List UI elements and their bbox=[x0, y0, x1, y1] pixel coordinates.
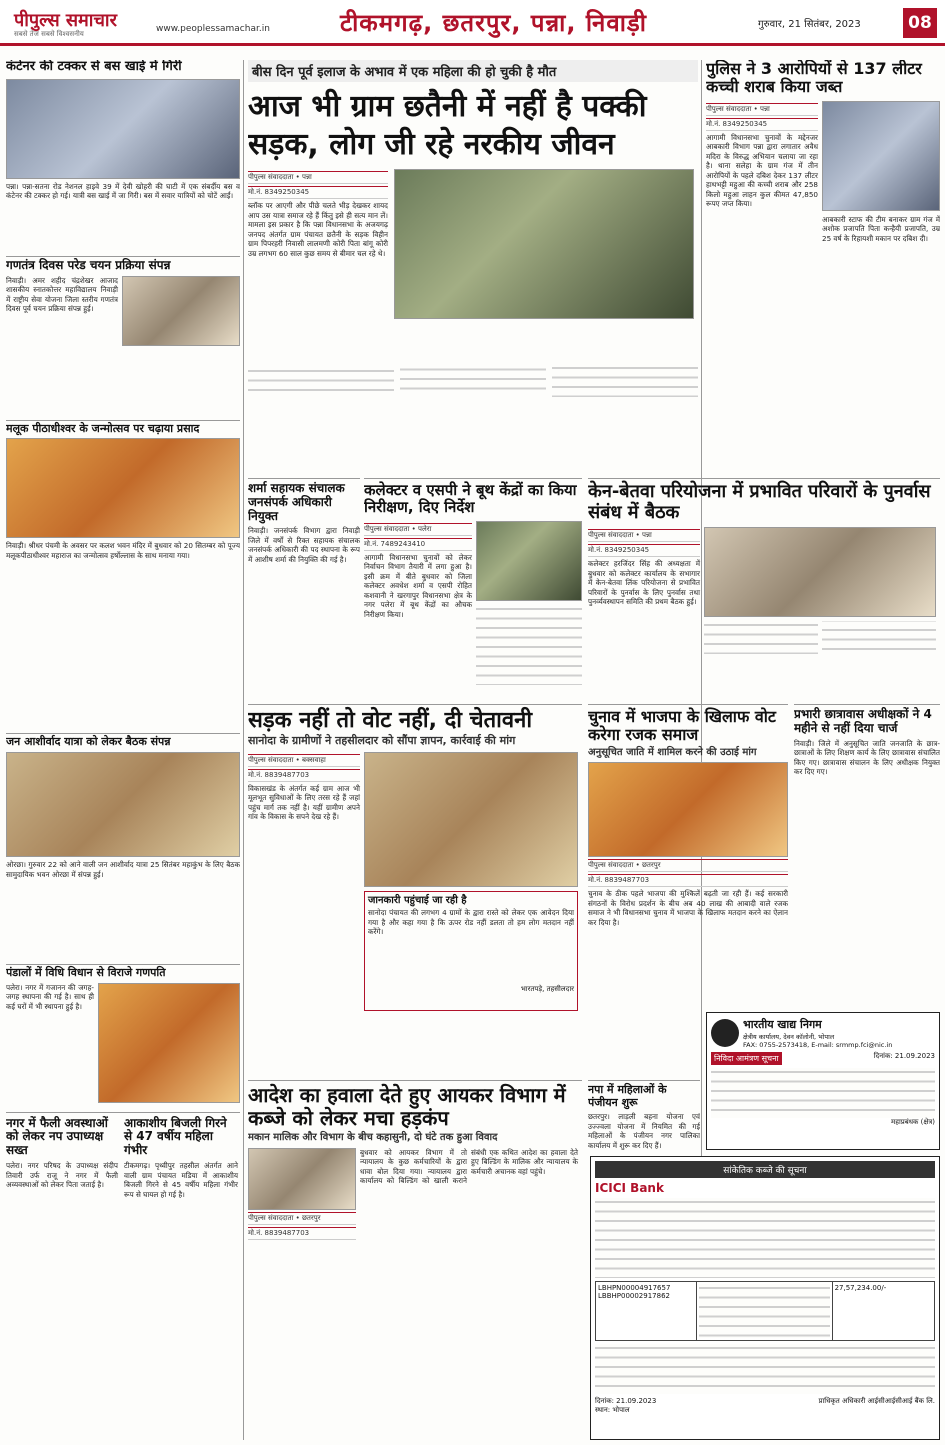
fci-logo-icon bbox=[711, 1019, 739, 1047]
photo-caption: आबकारी स्टाफ की टीम बनाकर ग्राम गंज में अशोक प्रजापति पिता कन्हैयी प्रजापति, उम्र 25 वर्ष के रिहायशी मकान पर दबिश दी। bbox=[822, 214, 940, 243]
byline: पीपुल्स संवाददाता • छतरपुर bbox=[588, 859, 788, 872]
hostel-story bbox=[794, 704, 940, 1004]
page-number: 08 bbox=[903, 8, 937, 38]
website-url[interactable]: www.peoplessamachar.in bbox=[156, 24, 270, 34]
ken-betwa-story bbox=[588, 478, 940, 698]
meeting-photo bbox=[6, 752, 240, 857]
story-body: आगामी विधानसभा चुनावों को लेकर निर्वाचन विभाग तैयारी में लगा हुआ है। इसी क्रम में बीते बुधवार को जिला कलेक्टर अवधेश शर्मा व एसपी रोहित कशवानी ने खरगापुर विधानसभा क्षेत्र के नगर पलेरा में बूथ केंद्रों का औचक निरीक्षण किया। bbox=[364, 552, 472, 619]
phone: मो.नं. 7489243410 bbox=[364, 538, 472, 551]
meeting-hall-photo bbox=[704, 527, 936, 617]
story-headline[interactable]: प्रभारी छात्रावास अधीक्षकों ने 4 महीने से नहीं दिया चार्ज bbox=[794, 707, 932, 735]
income-tax-story bbox=[248, 1080, 582, 1440]
masthead bbox=[0, 0, 945, 46]
bank-name: ICICI Bank bbox=[595, 1181, 664, 1195]
phone: मो.नं. 8349250345 bbox=[588, 544, 700, 557]
seized-liquor-photo bbox=[822, 101, 940, 211]
story-headline[interactable]: पंडालों में विधि विधान से विराजे गणपति bbox=[6, 964, 240, 980]
notice-signature: प्राधिकृत अधिकारी आईसीआईसीआई बैंक लि. bbox=[818, 1397, 935, 1405]
tender-label: निविदा आमंत्रण सूचना bbox=[711, 1052, 782, 1065]
notice-date: दिनांक: 21.09.2023 bbox=[595, 1397, 657, 1405]
story-body: चुनाव के ठीक पहले भाजपा की मुश्किलें बढ़ती जा रही हैं। कई सरकारी संगठनों के विरोध प्रदर्शन के बीच अब 40 लाख की आबादी वाले रजक समाज ने भी विधानसभा चुनाव में भाजपा के खिलाफ मतदान करने का ऐलान कर दिया है। bbox=[588, 889, 788, 927]
story-body: ओरछा। गुरुवार 22 को आने वाली जन आशीर्वाद यात्रा 25 सितंबर महाकुंभ के लिए बैठक सामुदायिक भवन ओरछा में संपन्न हुई। bbox=[6, 860, 240, 879]
building-photo bbox=[248, 1148, 356, 1210]
ganpati-photo bbox=[98, 983, 240, 1103]
story-headline[interactable]: शर्मा सहायक संचालक जनसंपर्क अधिकारी नियुक्त bbox=[248, 481, 345, 523]
story-headline[interactable]: जन आशीर्वाद यात्रा को लेकर बैठक संपन्न bbox=[6, 733, 240, 749]
story-subhead: मकान मालिक और विभाग के बीच कहासुनी, दो घंटे तक हुआ विवाद bbox=[248, 1132, 498, 1143]
story-body: निवाड़ी। जनसंपर्क विभाग द्वारा निवाड़ी जिले में वर्षों से रिक्त सहायक संचालक जनसंपर्क अधिकारी की पद स्थापना के रूप में आशीष शर्मा की नियुक्ति की गई है। bbox=[248, 526, 360, 564]
phone: मो.नं. 8839487703 bbox=[248, 769, 360, 782]
collector-story bbox=[364, 478, 582, 698]
bus-accident-photo bbox=[6, 79, 240, 179]
story-headline[interactable]: पुलिस ने 3 आरोपियों से 137 लीटर कच्ची शराब किया जब्त bbox=[706, 60, 922, 97]
story-body: निवाड़ी। अमर शहीद चंद्रशेखर आजाद शासकीय स्नातकोत्तर महाविद्यालय निवाड़ी में राष्ट्रीय सेवा योजना जिला स्तरीय गणतंत्र दिवस पूर्व चयन प्रक्रिया संपन्न हुई। bbox=[6, 275, 118, 314]
lead-headline[interactable]: आज भी ग्राम छतैनी में नहीं है पक्की सड़क, लोग जी रहे नरकीय जीवन bbox=[248, 89, 647, 162]
story-headline[interactable]: कंटेनर की टक्कर से बस खाई में गिरी bbox=[6, 60, 182, 74]
road-vote-story bbox=[248, 704, 582, 1074]
account-number: LBHPN00004917657 bbox=[598, 1284, 671, 1292]
byline: पीपुल्स संवाददाता • बक्सवाहा bbox=[248, 754, 360, 767]
story-body: पलेरा। नगर में गजानन की जगह-जगह स्थापना की गई है। साथ ही कई घरों में भी स्थापना हुई है। bbox=[6, 982, 94, 1011]
logo-text: पीपुल्स समाचार bbox=[14, 10, 117, 31]
story-body: पन्ना। पन्ना-सतना रोड नेशनल हाइवे 39 में देवी खोहरी की घाटी में एक संबर्दीय बस व कंटेनर की टक्कर हो गई। यात्री बस खाई में जा गिरी। बस में सवार यात्रियों को चोटें आईं। bbox=[6, 181, 240, 201]
phone: मो.नं. 8349250345 bbox=[248, 186, 388, 199]
ad-contact: FAX: 0755-2573418, E-mail: srmmp.fci@nic.in bbox=[743, 1041, 893, 1049]
river-crossing-photo bbox=[394, 169, 694, 319]
lead-body: ब्लॉक पर आएगी और पीछे चलते भीड़ देखकर शायद आप उस यात्रा समाज रहे हैं किंतु इसे ही सत्य मान लें। मामला इस प्रकार है कि पन्ना विधानसभा के अजयगढ़ जनपद अंतर्गत ग्राम पंचायत छतैनी के सड़क विहीन ग्राम पिपरहरी निवासी लालमणी कोरी पिता बांगू कोरी उम्र लगभग 60 साल कुछ समय से बीमार चल रहे थे। bbox=[248, 201, 388, 258]
story-headline[interactable]: आकाशीय बिजली गिरने से 47 वर्षीय महिला गंभीर bbox=[124, 1115, 227, 1158]
tender-date: दिनांक: 21.09.2023 bbox=[873, 1052, 935, 1060]
box-headline: जानकारी पहुंचाई जा रही है bbox=[368, 894, 467, 906]
logo-tagline: सबसे तेज सबसे विश्वसनीय bbox=[14, 30, 84, 38]
lead-story bbox=[248, 60, 698, 470]
story-body: बुधवार को आयकर विभाग में तो न्यायालय के कुछ कर्मचारियों के द्वारा धावा बोल दिया गया। न्यायालय द्वारा कार्यालय को बिल्डिंग को खाली कराने संबंधी एक कथित आदेश का हवाला देते हुए बिल्डिंग के मालिक और न्यायालय के कर्मचारी अचानक वहां पहुंचे। bbox=[360, 1147, 578, 1185]
notice-table bbox=[595, 1281, 935, 1341]
outstanding-amount: 27,57,234.00/- bbox=[834, 1284, 887, 1292]
story-body: टीकमगढ़। पृथ्वीपुर तहसील अंतर्गत आने वाली ग्राम पंचायत मडिया में आकाशीय बिजली गिरने से 45 वर्षीय महिला गंभीर रूप से घायल हो गई है। bbox=[124, 1161, 238, 1199]
notice-place: स्थान: भोपाल bbox=[595, 1406, 630, 1414]
issue-date: गुरुवार, 21 सितंबर, 2023 bbox=[758, 19, 861, 30]
phone: मो.नं. 8839487703 bbox=[588, 874, 788, 887]
sharma-story bbox=[248, 478, 360, 698]
byline: पीपुल्स संवाददाता • पन्ना bbox=[248, 171, 388, 184]
prasad-photo bbox=[6, 438, 240, 538]
box-body: सानोदा पंचायत की लगभग 4 ग्रामों के द्वारा रास्ते को लेकर एक आवेदन दिया गया है और कहा गया है कि ऊपर रोड नहीं डलता तो हम लोग मतदान नहीं करेंगे। bbox=[368, 908, 574, 937]
fci-tender-ad[interactable] bbox=[706, 1012, 940, 1150]
story-body: निवाड़ी। श्रीधर पंचमी के अवसर पर कलश भवन मंदिर में बुधवार को 20 सितम्बर को पूज्य मलूकपीठाधीश्वर महाराज का जन्मोत्सव हर्षोल्लास के साथ मनाया गया। bbox=[6, 541, 240, 560]
story-headline[interactable]: आदेश का हवाला देते हुए आयकर विभाग में कब्जे को लेकर मचा हड़कंप bbox=[248, 1083, 566, 1130]
story-headline[interactable]: नगर में फैली अवस्थाओं को लेकर नप उपाध्यक्ष सख्त bbox=[6, 1115, 108, 1158]
notice-title: सांकेतिक कब्जे की सूचना bbox=[595, 1161, 935, 1178]
story-headline[interactable]: सड़क नहीं तो वोट नहीं, दी चेतावनी bbox=[248, 708, 533, 733]
story-body: पलेरा। नगर परिषद के उपाध्यक्ष संदीप तिवारी उर्फ राजू ने नगर में फैली अव्यवस्थाओं को लेकर पिता जताई है। bbox=[6, 1161, 118, 1190]
ad-name: भारतीय खाद्य निगम bbox=[743, 1018, 822, 1031]
protest-photo bbox=[588, 762, 788, 857]
story-headline[interactable]: केन-बेतवा परियोजना में प्रभावित परिवारों के पुनर्वास संबंध में बैठक bbox=[588, 481, 931, 523]
story-body: छतरपुर। लाड़ली बहना योजना एवं उज्ज्वला योजना में नियमित की गई महिलाओं के पंजीयन नगर पालिका कार्यालय में शुरू कर दिए हैं। bbox=[588, 1112, 700, 1150]
region-title: टीकमगढ़, छतरपुर, पन्ना, निवाड़ी bbox=[340, 9, 647, 37]
lead-body-continued bbox=[248, 367, 698, 457]
police-story bbox=[706, 60, 940, 480]
story-body: कलेक्टर हरजिंदर सिंह की अध्यक्षता में बुधवार को कलेक्टर कार्यालय के सभागार में केन-बेतवा लिंक परियोजना से प्रभावित परिवारों के पुनर्वास के लिए पुनर्वास तथा पुनर्व्यवस्थापन समिति की प्रथम बैठक हुई। bbox=[588, 559, 700, 607]
byline: पीपुल्स संवाददाता • पन्ना bbox=[588, 529, 700, 542]
newspaper-logo[interactable] bbox=[14, 8, 117, 39]
memorandum-photo bbox=[364, 752, 578, 887]
story-headline[interactable]: गणतंत्र दिवस परेड चयन प्रक्रिया संपन्न bbox=[6, 256, 240, 273]
story-body: निवाड़ी। जिले में अनुसूचित जाति जनजाति के छात्र-छात्राओं के लिए शिक्षण कार्य के लिए छात्रावास संचालित किए गए। छात्रावास संचालन के लिए अधीक्षक नियुक्त कर दिए गए। bbox=[794, 738, 940, 777]
byline: पीपुल्स संवाददाता • पलेरा bbox=[364, 523, 472, 536]
info-box bbox=[364, 891, 578, 1011]
phone: मो.नं. 8349250345 bbox=[706, 118, 818, 131]
story-headline[interactable]: नपा में महिलाओं के पंजीयन शुरू bbox=[588, 1083, 667, 1109]
column-divider bbox=[243, 60, 244, 1440]
byline: पीपुल्स संवाददाता • पन्ना bbox=[706, 103, 818, 116]
story-headline[interactable]: कलेक्टर व एसपी ने बूथ केंद्रों का किया निरीक्षण, दिए निर्देश bbox=[364, 481, 577, 517]
phone: मो.नं. 8839487703 bbox=[248, 1227, 356, 1240]
story-headline[interactable]: मलूक पीठाधीश्वर के जन्मोत्सव पर चढ़ाया प्रसाद bbox=[6, 420, 240, 436]
account-number: LBBHP00002917862 bbox=[598, 1292, 670, 1300]
box-signature: भारतपड़े, तहसीलदार bbox=[520, 985, 574, 994]
story-body: विकासखंड के अंतर्गत कई ग्राम आज भी मूलभूत सुविधाओं के लिए तरस रहे हैं जहां पहुंच मार्ग तक नहीं है। यहीं ग्रामीण अपने गांव के विकास के सपने देख रहे हैं। bbox=[248, 783, 360, 822]
story-subhead: अनुसूचित जाति में शामिल करने की उठाई मांग bbox=[588, 746, 757, 758]
ad-subtitle: क्षेत्रीय कार्यालय, देवन कॉलोनी, भोपाल bbox=[743, 1033, 835, 1041]
parade-photo bbox=[122, 276, 240, 346]
left-column bbox=[6, 60, 240, 1440]
lead-kicker: बीस दिन पूर्व इलाज के अभाव में एक महिला की हो चुकी है मौत bbox=[248, 60, 698, 82]
inspection-photo bbox=[476, 521, 582, 601]
byline: पीपुल्स संवाददाता • छतरपुर bbox=[248, 1212, 356, 1225]
story-body: आगामी विधानसभा चुनावों के मद्देनजर आबकारी विभाग पन्ना द्वारा लगातार अवैध मदिरा के विरुद्ध अभियान चलाया जा रहा है। थाना सलेहा के ग्राम गंज में तीन आरोपियों के पहले दबिश देकर 137 लीटर हाथभट्टी महुआ की कच्ची शराब और 258 किलो महुआ लाहन कुल कीमत 47,850 रूपए जप्त किया। bbox=[706, 132, 818, 209]
icici-notice-ad[interactable] bbox=[590, 1156, 940, 1440]
story-subhead: सानोदा के ग्रामीणों ने तहसीलदार को सौंपा ज्ञापन, कार्रवाई की मांग bbox=[248, 734, 516, 748]
story-headline[interactable]: चुनाव में भाजपा के खिलाफ वोट करेगा रजक समाज bbox=[588, 707, 776, 745]
ad-signature: महाप्रबंधक (क्षेत्र) bbox=[891, 1118, 935, 1126]
